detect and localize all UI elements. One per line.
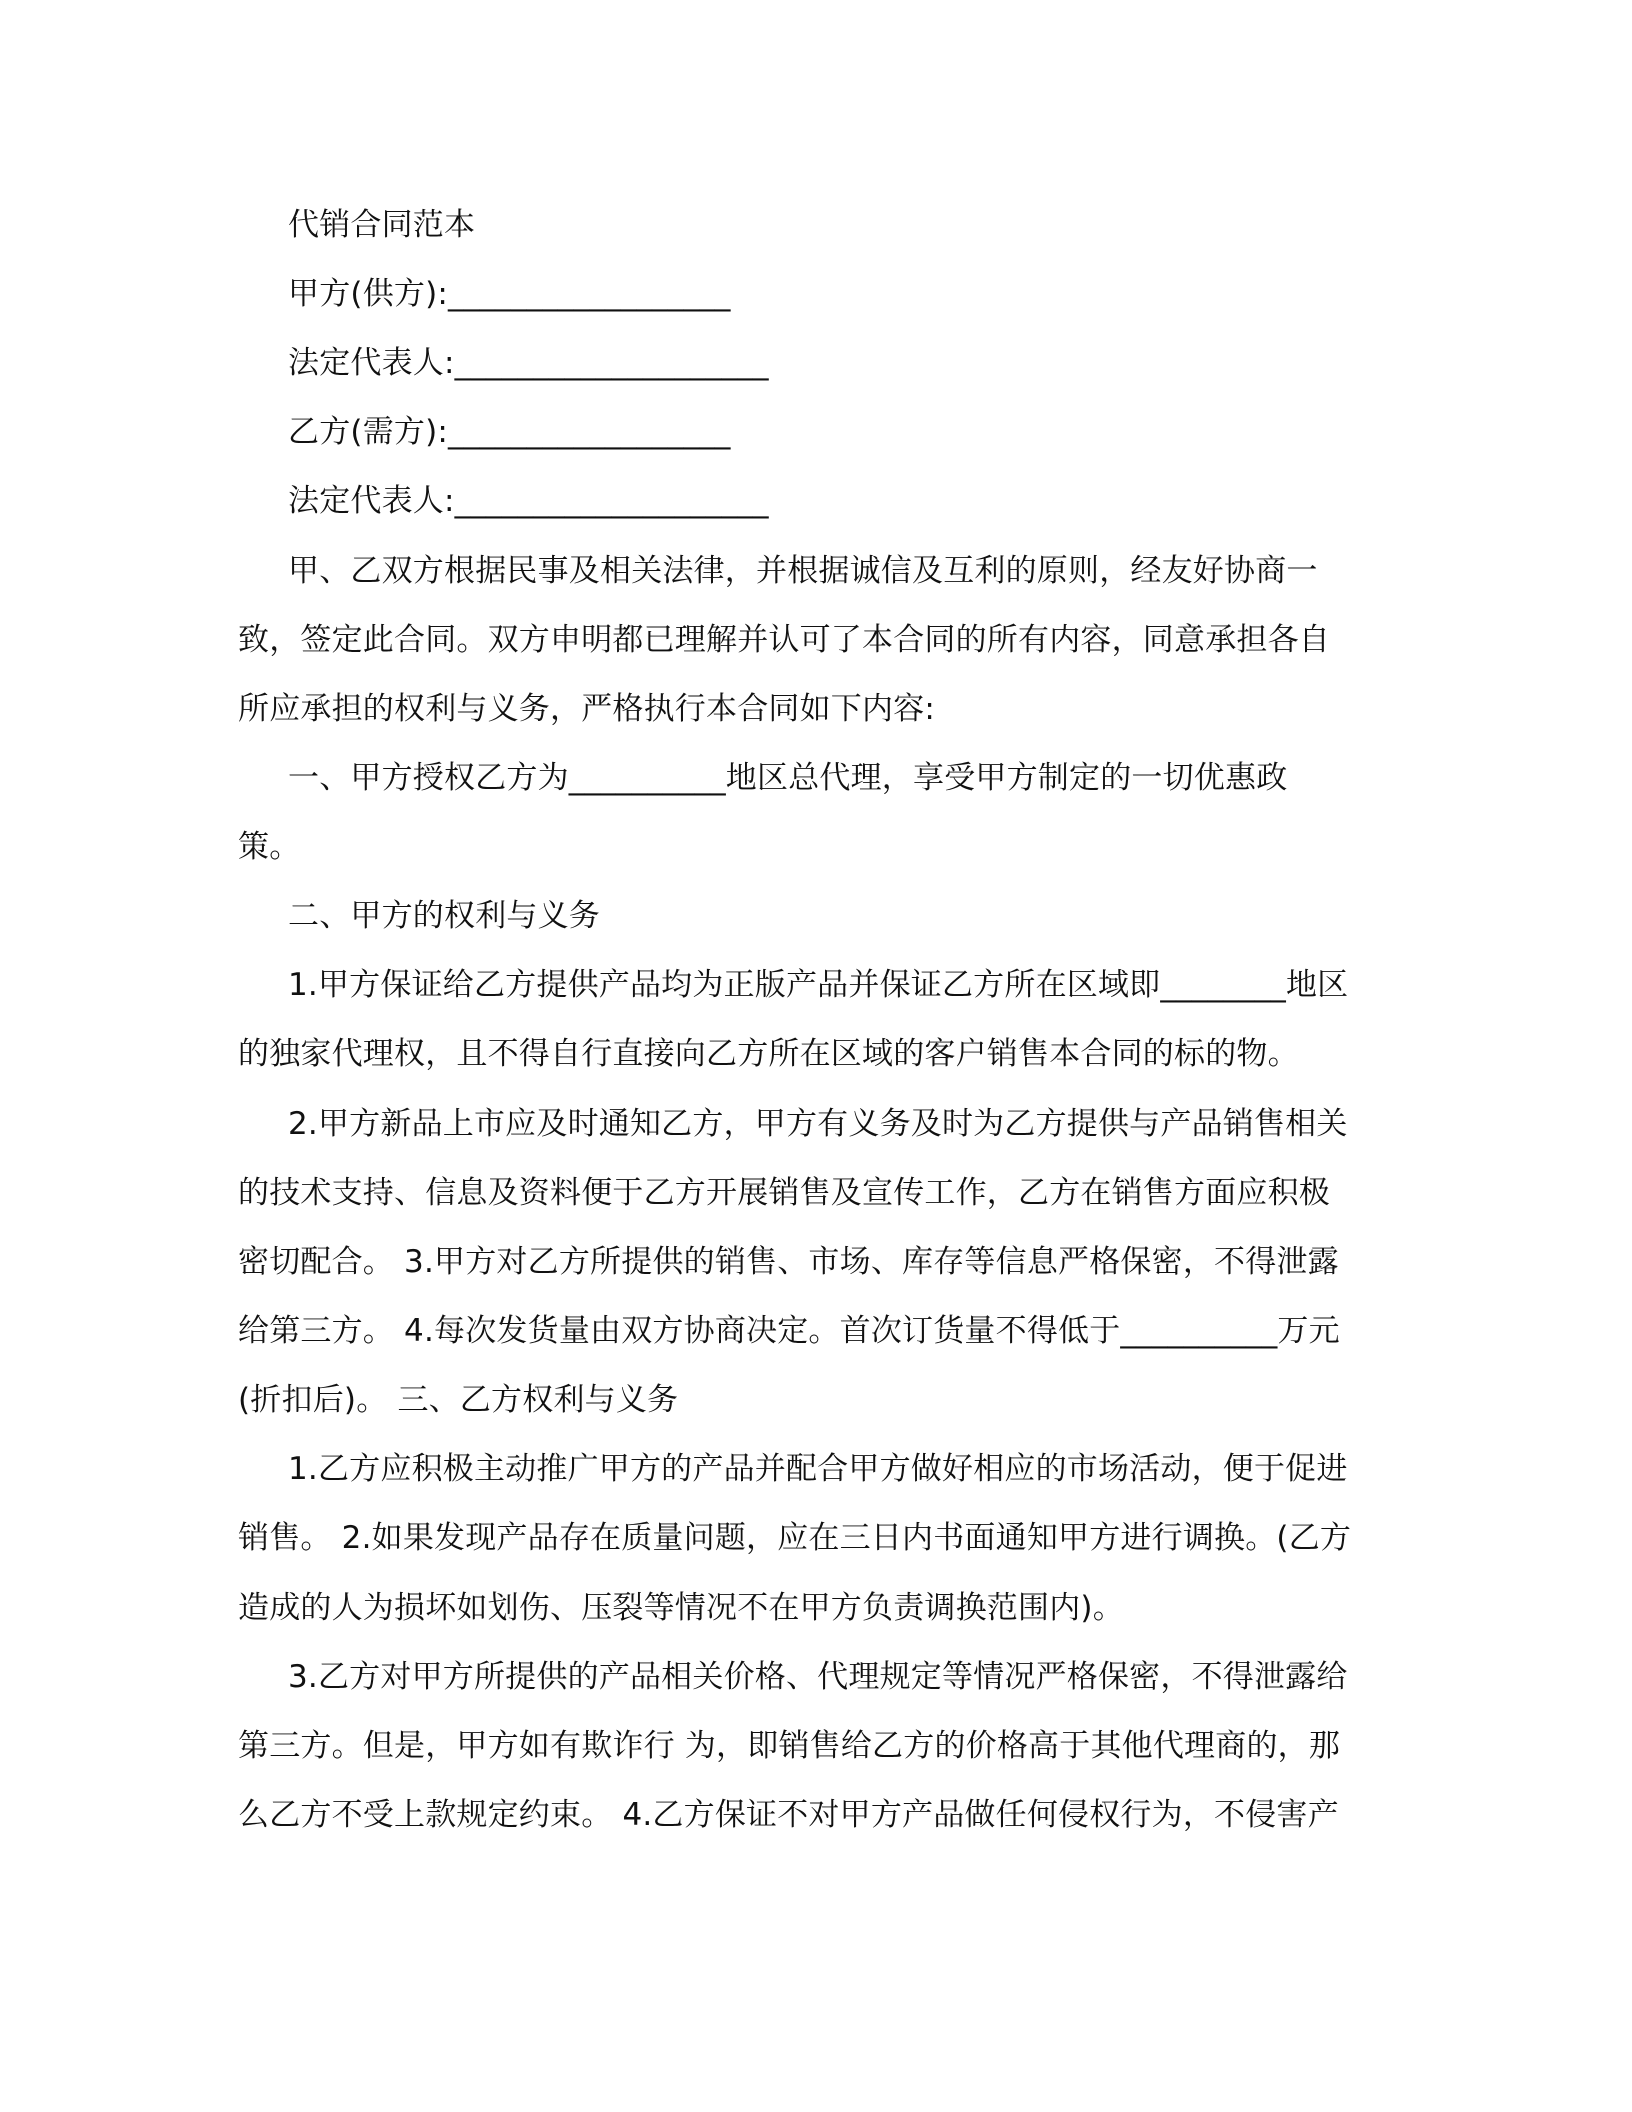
body-line: 的独家代理权，且不得自行直接向乙方所在区域的客户销售本合同的标的物。 — [238, 1036, 1299, 1072]
body-line: 致，签定此合同。双方申明都已理解并认可了本合同的所有内容，同意承担各自 — [238, 622, 1330, 658]
party-a-legal-rep-field: 法定代表人:____________________ — [288, 345, 769, 381]
body-line: 销售。 2.如果发现产品存在质量问题，应在三日内书面通知甲方进行调换。(乙方 — [238, 1520, 1352, 1556]
body-line: 所应承担的权利与义务，严格执行本合同如下内容: — [238, 691, 936, 727]
body-line: (折扣后)。 三、乙方权利与义务 — [238, 1382, 679, 1418]
body-line: 策。 — [238, 829, 301, 865]
body-line: 的技术支持、信息及资料便于乙方开展销售及宣传工作，乙方在销售方面应积极 — [238, 1175, 1330, 1211]
document-title: 代销合同范本 — [288, 207, 476, 243]
party-b-legal-rep-field: 法定代表人:____________________ — [288, 483, 769, 519]
body-line: 2.甲方新品上市应及时通知乙方，甲方有义务及时为乙方提供与产品销售相关 — [288, 1106, 1348, 1142]
body-line: 一、甲方授权乙方为__________地区总代理，享受甲方制定的一切优惠政 — [288, 760, 1288, 796]
body-line: 3.乙方对甲方所提供的产品相关价格、代理规定等情况严格保密，不得泄露给 — [288, 1659, 1348, 1695]
party-b-field: 乙方(需方):__________________ — [288, 414, 731, 450]
party-a-field: 甲方(供方):__________________ — [288, 276, 731, 312]
body-line: 给第三方。 4.每次发货量由双方协商决定。首次订货量不得低于__________万元 — [238, 1313, 1340, 1349]
body-line: 密切配合。 3.甲方对乙方所提供的销售、市场、库存等信息严格保密，不得泄露 — [238, 1244, 1339, 1280]
section-heading: 二、甲方的权利与义务 — [288, 898, 600, 934]
body-line: 甲、乙双方根据民事及相关法律，并根据诚信及互利的原则，经友好协商一 — [288, 553, 1318, 589]
body-line: 1.甲方保证给乙方提供产品均为正版产品并保证乙方所在区域即________地区 — [288, 967, 1349, 1003]
body-line: 1.乙方应积极主动推广甲方的产品并配合甲方做好相应的市场活动，便于促进 — [288, 1451, 1348, 1487]
body-line: 么乙方不受上款规定约束。 4.乙方保证不对甲方产品做任何侵权行为，不侵害产 — [238, 1797, 1339, 1833]
body-line: 造成的人为损坏如划伤、压裂等情况不在甲方负责调换范围内)。 — [238, 1590, 1124, 1626]
body-line: 第三方。但是，甲方如有欺诈行 为，即销售给乙方的价格高于其他代理商的，那 — [238, 1728, 1341, 1764]
